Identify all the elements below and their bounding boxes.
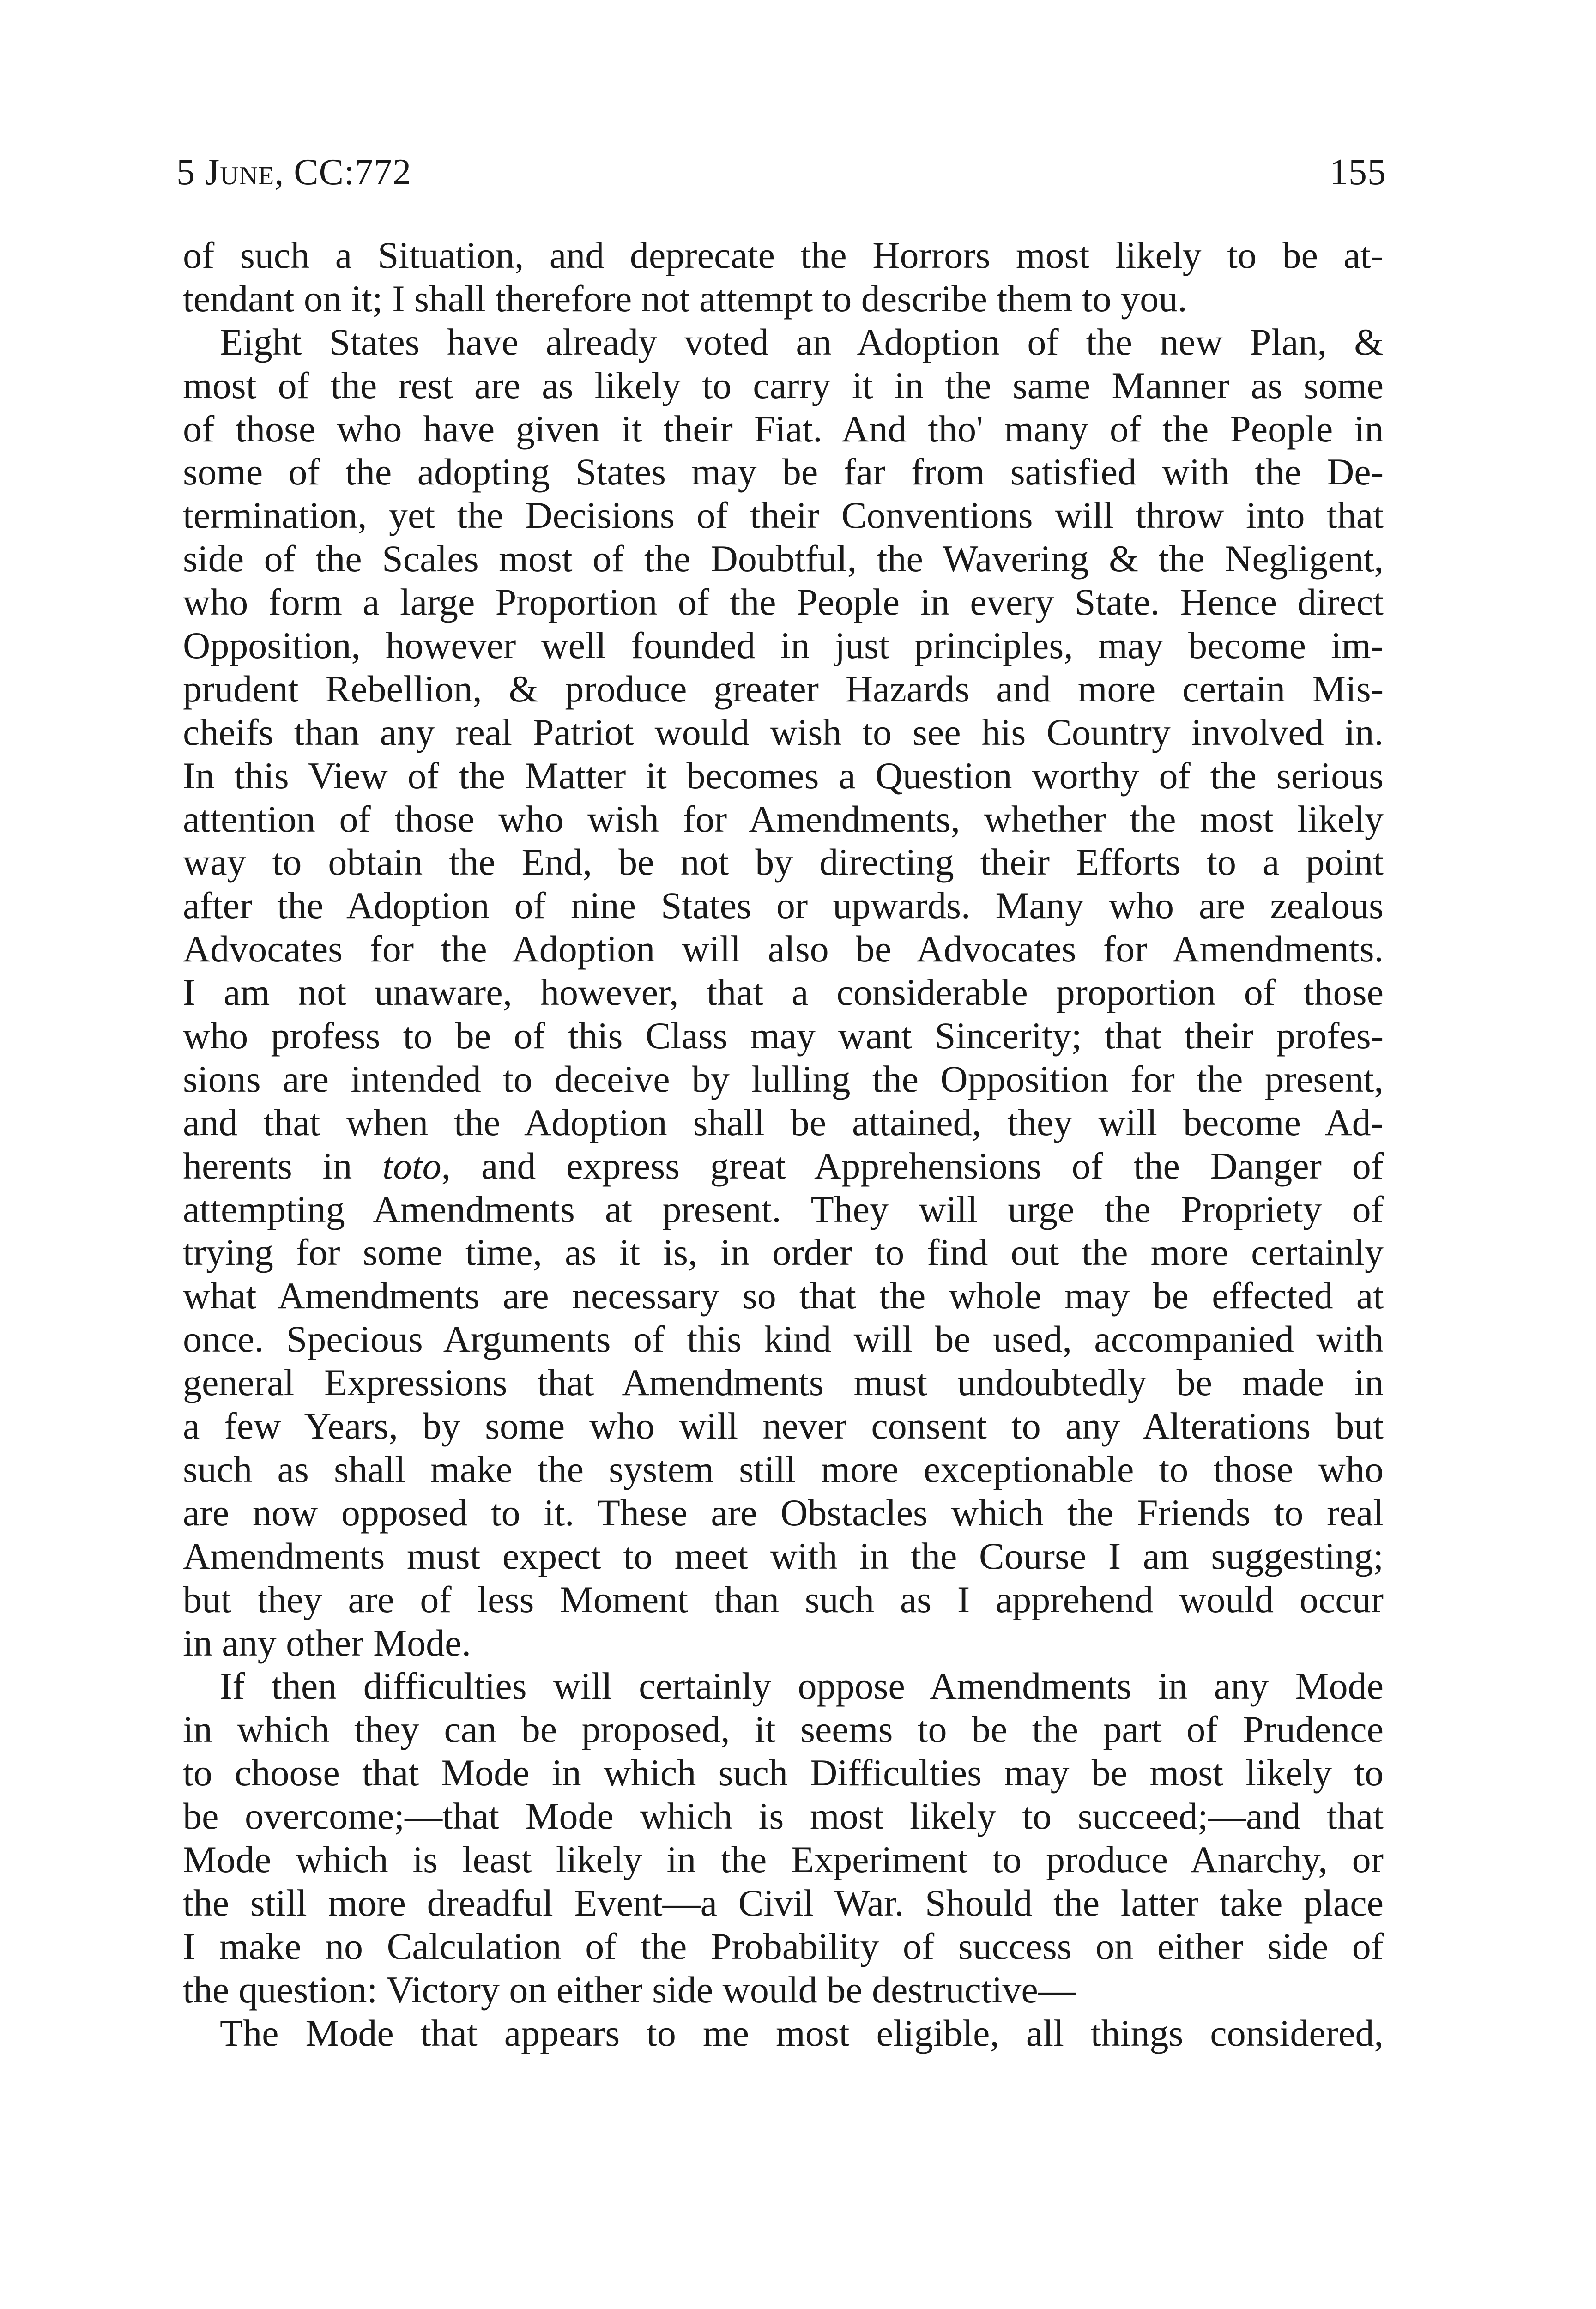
text-line: general Expressions that Amendments must undoubtedly be made in: [183, 1361, 1384, 1404]
text-line: some of the adopting States may be far from satisfied with the De-: [183, 451, 1384, 493]
paragraph: [183, 234, 1384, 320]
text-line: prudent Rebellion, & produce greater Hazards and more certain Mis-: [183, 667, 1384, 710]
text-line: I make no Calculation of the Probability of success on either side of: [183, 1925, 1384, 1967]
document-reference: , CC:772: [274, 152, 412, 193]
text-line: tendant on it; I shall therefore not attempt to describe them to you.: [183, 277, 1187, 320]
paragraph: [183, 2012, 1384, 2055]
text-line: but they are of less Moment than such as I apprehend would occur: [183, 1578, 1384, 1620]
text-line: side of the Scales most of the Doubtful, the Wavering & the Negligent,: [183, 538, 1384, 580]
text-line: the still more dreadful Event—a Civil War. Should the latter take place: [183, 1881, 1384, 1924]
text-line: who profess to be of this Class may want Sincerity; that their profes-: [183, 1015, 1384, 1057]
paragraph: [183, 1664, 1384, 2011]
text-line: trying for some time, as it is, in order to find out the more certainly: [183, 1231, 1384, 1274]
text-line-with-italic: [183, 1144, 1384, 1188]
text-line: what Amendments are necessary so that the whole may be effected at: [183, 1275, 1384, 1317]
text-line: of those who have given it their Fiat. And tho' many of the People in: [183, 407, 1384, 450]
text-line: Advocates for the Adoption will also be Advocates for Amendments.: [183, 928, 1384, 970]
text-line: who form a large Proportion of the People in every State. Hence direct: [183, 581, 1384, 623]
date-month: June: [205, 152, 275, 193]
text-line: sions are intended to deceive by lulling the Opposition for the present,: [183, 1058, 1384, 1100]
text-line: once. Specious Arguments of this kind will be used, accompanied with: [183, 1318, 1384, 1360]
text-line: most of the rest are as likely to carry it in the same Manner as some: [183, 364, 1384, 406]
text-line: after the Adoption of nine States or upwards. Many who are zealous: [183, 884, 1384, 927]
text-line: a few Years, by some who will never consent to any Alterations but: [183, 1405, 1384, 1447]
running-head: [176, 147, 1386, 198]
text-line: and that when the Adoption shall be attained, they will become Ad-: [183, 1101, 1384, 1143]
paragraph: [183, 320, 1384, 1665]
text-line: are now opposed to it. These are Obstacles which the Friends to real: [183, 1491, 1384, 1534]
text-line: Eight States have already voted an Adoption of the new Plan, &: [220, 320, 1384, 363]
text-line: If then difficulties will certainly oppose Amendments in any Mode: [220, 1665, 1384, 1707]
text-line: attempting Amendments at present. They will urge the Propriety of: [183, 1188, 1384, 1230]
italic-term: toto: [382, 1144, 441, 1187]
text-line: be overcome;—that Mode which is most likely to succeed;—and that: [183, 1795, 1384, 1838]
text-run: , and express great Apprehensions of the Danger of: [441, 1144, 1384, 1187]
text-line: in any other Mode.: [183, 1621, 471, 1664]
text-line: in which they can be proposed, it seems to be the part of Prudence: [183, 1708, 1384, 1751]
text-line: Amendments must expect to meet with in the Course I am suggesting;: [183, 1535, 1384, 1577]
text-line: the question: Victory on either side would be destructive—: [183, 1968, 1076, 2011]
text-line: to choose that Mode in which such Difficulties may be most likely to: [183, 1752, 1384, 1794]
text-line: such as shall make the system still more exceptionable to those who: [183, 1448, 1384, 1490]
text-line: way to obtain the End, be not by directing their Efforts to a point: [183, 841, 1384, 883]
running-head-left: [176, 147, 411, 198]
text-line: cheifs than any real Patriot would wish to see his Country involved in.: [183, 711, 1384, 753]
text-line: of such a Situation, and deprecate the Horrors most likely to be at-: [183, 234, 1384, 276]
body-text: [183, 234, 1384, 2055]
text-line: attention of those who wish for Amendments, whether the most likely: [183, 798, 1384, 840]
date-day: 5: [176, 152, 205, 193]
text-line: Mode which is least likely in the Experiment to produce Anarchy, or: [183, 1838, 1384, 1880]
page-number: 155: [1330, 152, 1386, 193]
text-line: The Mode that appears to me most eligible, all things considered,: [220, 2012, 1384, 2054]
text-line: In this View of the Matter it becomes a Question worthy of the serious: [183, 754, 1384, 797]
text-line: termination, yet the Decisions of their Conventions will throw into that: [183, 494, 1384, 537]
text-line: Opposition, however well founded in just principles, may become im-: [183, 624, 1384, 667]
text-run: herents in: [183, 1144, 383, 1187]
text-line: I am not unaware, however, that a considerable proportion of those: [183, 971, 1384, 1014]
